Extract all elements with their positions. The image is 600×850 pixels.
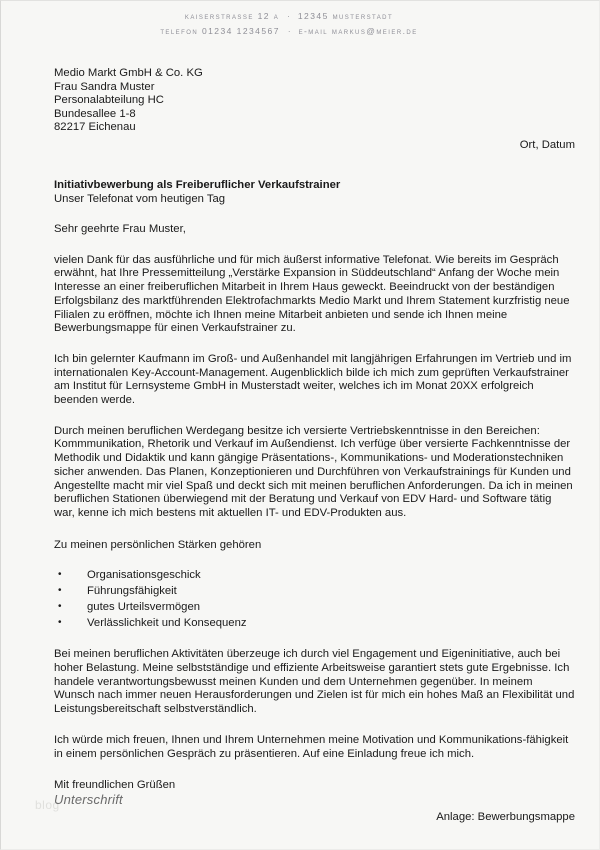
address-line: Personalabteilung HC (54, 94, 164, 107)
letterhead-line-2 (1, 24, 577, 39)
address-line: 82217 Eichenau (54, 121, 136, 134)
body-paragraph-3: Durch meinen beruflichen Werdegang besitze ich versierte Vertriebskenntnisse in den Bereichen: Kommmunikation, Rhetorik und Verkauf im Außendienst. Ich verfüge über versierte Fachkenntnisse der Methodik und Didaktik und kann gängige Präsentations-, Kommunikations- und Moderationstechniken sicher anwenden. Das Planen, Konzeptionieren und Durchführen von Verkaufstrainings für Kunden und Angestellte macht mir viel Spaß und deckt sich mit meinen beruflichen Anforderungen. Da ich in meinen beruflichen Stationen überwiegend mit der Beratung und Verkauf von EDV Hard- und Software tätig war, kenne ich mich bestens mit aktuellen IT- und EDV-Produkten aus. (54, 424, 573, 519)
list-item-label: Organisationsgeschick (87, 569, 201, 582)
body-paragraph-5: Ich würde mich freuen, Ihnen und Ihrem Unternehmen meine Motivation und Kommunikations-fähigkeit in einem persönlichen Gespräch zu präsentieren. Auf eine Einladung freue ich mich. (54, 733, 569, 760)
letterhead-phone: telefon 01234 1234567 (160, 25, 280, 36)
blog-watermark: blog (35, 798, 60, 812)
letterhead-line-1 (1, 9, 577, 24)
body-paragraph-1: vielen Dank für das ausführliche und für mich äußerst informative Telefonat. Wie bereits im Gespräch erwähnt, hat Ihre Pressemitteilung „Verstärke Expansion in Süddeutschland“ Anfang der Woche mein Interesse an einer freiberuflichen Mitarbeit in Ihrem Haus geweckt. Beeindruckt von der beständigen Erfolgsbilanz des marktführenden Elektrofachmarkts Medio Markt und Ihrem Statement kurzfristig neue Filialen zu eröffnen, möchte ich Ihnen meine Mitarbeit anbieten und sende ich Ihnen meine Bewerbungsmappe für einen Verkaufstrainer zu. (54, 253, 570, 335)
list-item (54, 567, 575, 583)
signature-line: Unterschrift (54, 792, 123, 807)
letter-body (54, 178, 575, 793)
enclosure-note: Anlage: Bewerbungsmappe (436, 811, 575, 823)
bullet-icon: • (58, 569, 62, 581)
list-item-label: gutes Urteilsvermögen (87, 601, 201, 614)
bullet-icon: • (58, 617, 62, 629)
strengths-list (54, 567, 575, 631)
letterhead-street: kaiserstrasse 12 a (184, 11, 280, 21)
date-line: Ort, Datum (519, 139, 575, 151)
list-item (54, 599, 575, 615)
subject-subline: Unser Telefonat vom heutigen Tag (54, 193, 226, 205)
letterhead-separator-icon: · (287, 11, 290, 21)
list-item (54, 583, 575, 599)
list-item-label: Verlässlichkeit und Konsequenz (87, 617, 247, 630)
bullet-icon: • (58, 601, 62, 613)
letterhead (1, 9, 577, 39)
closing-salutation: Mit freundlichen Grüßen (54, 779, 176, 792)
list-item (54, 615, 575, 631)
body-paragraph-2: Ich bin gelernter Kaufmann im Groß- und Außenhandel mit langjährigen Erfahrungen im Vertrieb und im internationalen Key-Account-Management. Augenblicklich bilde ich mich zum geprüften Verkaufstrainer am Institut für Lernsysteme GmbH in Musterstadt weiter, welches ich im Monat 20XX erfolgreich beenden werde. (54, 352, 572, 407)
address-line: Frau Sandra Muster (54, 80, 155, 93)
letterhead-city: 12345 musterstadt (297, 11, 394, 21)
salutation: Sehr geehrte Frau Muster, (54, 223, 186, 235)
address-line: Bundesallee 1-8 (54, 107, 136, 120)
letterhead-email: e-mail markus@meier.de (298, 25, 418, 36)
body-paragraph-4: Bei meinen beruflichen Aktivitäten überzeuge ich durch viel Engagement und Eigeninitiative, auch bei hoher Belastung. Meine selbstständige und effiziente Arbeitsweise garantiert stets gute Ergebnisse. Ich handele verantwortungsbewusst meinen Kunden und dem Unternehmen gegenüber. In meinem Wunsch nach immer neuen Herausforderungen und Zielen ist für mich ein hohes Maß an Flexibilität und Leistungsbereitschaft selbstverständlich. (54, 648, 575, 716)
recipient-address (54, 67, 203, 135)
strengths-intro: Zu meinen persönlichen Stärken gehören (54, 538, 262, 551)
subject-line: Initiativbewerbung als Freiberuflicher Verkaufstrainer (54, 179, 341, 191)
list-item-label: Führungsfähigkeit (87, 585, 177, 598)
letterhead-separator-icon: · (287, 26, 291, 36)
address-line: Medio Markt GmbH & Co. KG (54, 67, 203, 79)
bullet-icon: • (58, 585, 62, 597)
